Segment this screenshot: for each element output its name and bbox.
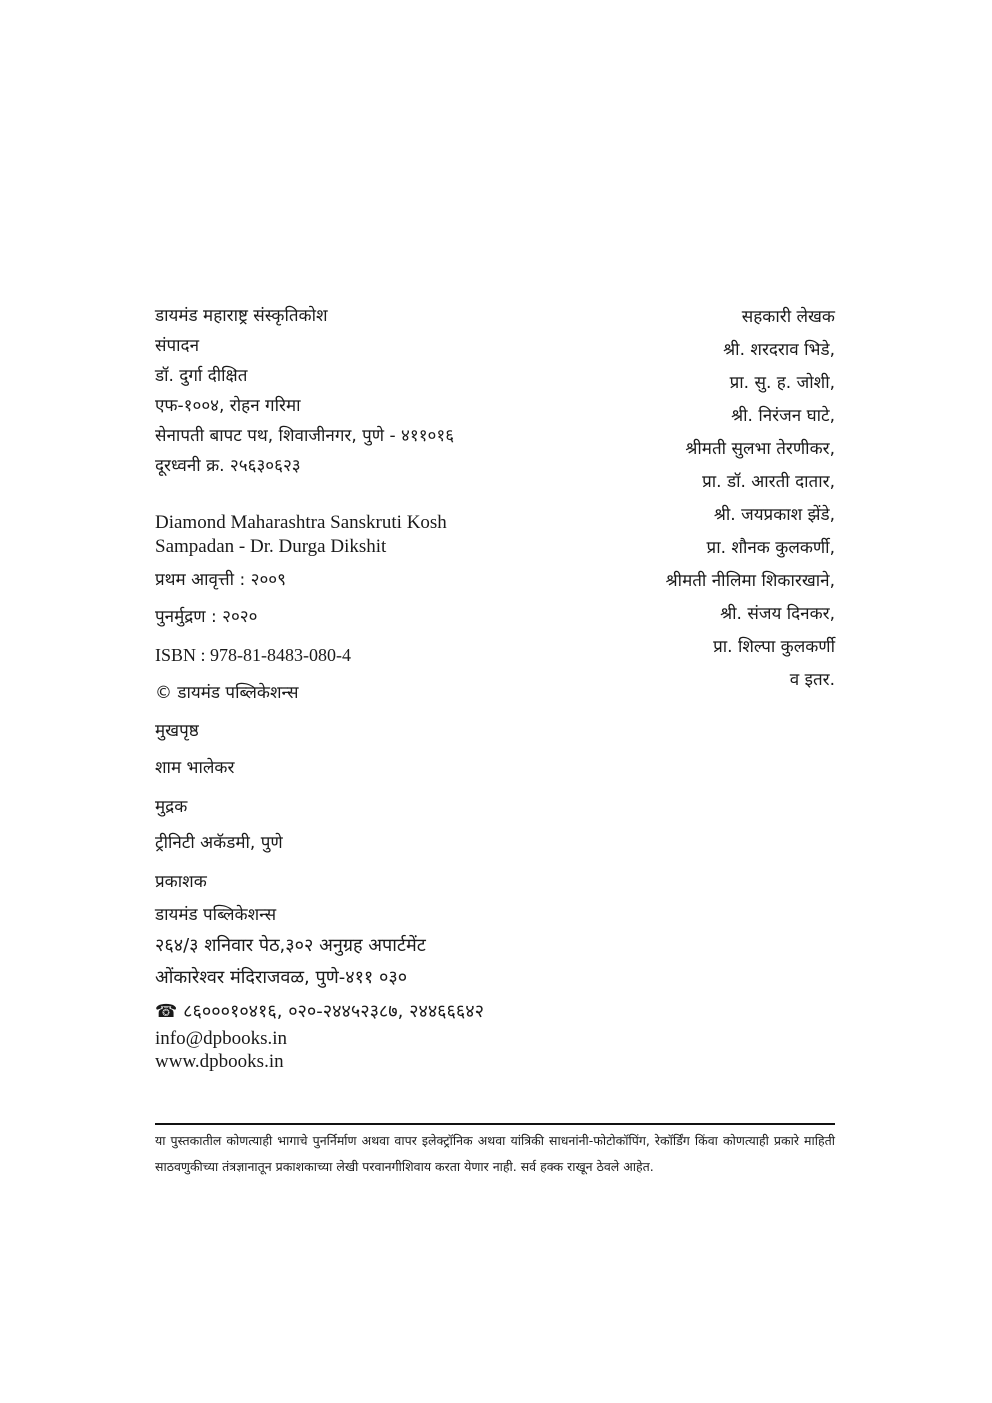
footer-divider [155, 1123, 835, 1125]
editor-address-1: एफ-१००४, रोहन गरिमा [155, 396, 301, 416]
cover-artist: शाम भालेकर [155, 758, 235, 778]
publisher-name: डायमंड पब्लिकेशन्स [155, 905, 277, 925]
contributor: प्रा. शौनक कुलकर्णी, [706, 538, 835, 558]
website-link[interactable]: www.dpbooks.in [155, 1051, 284, 1072]
contributor: श्री. संजय दिनकर, [720, 604, 835, 624]
editor-label: संपादन [155, 336, 200, 356]
english-editor: Sampadan - Dr. Durga Dikshit [155, 536, 387, 557]
contributor: श्री. शरदराव भिडे, [723, 340, 835, 360]
publisher-phone-line [155, 1002, 484, 1022]
email-link[interactable]: info@dpbooks.in [155, 1028, 288, 1049]
contributor: श्री. निरंजन घाटे, [731, 406, 835, 426]
isbn: ISBN : 978-81-8483-080-4 [155, 645, 351, 665]
contributors-heading: सहकारी लेखक [741, 307, 835, 327]
publisher-address-2: ओंकारेश्वर मंदिराजवळ, पुणे-४११ ०३० [155, 967, 408, 988]
first-edition: प्रथम आवृत्ती : २००९ [155, 570, 286, 590]
copyright-notice: या पुस्तकातील कोणत्याही भागाचे पुनर्निर्माण अथवा वापर इलेक्ट्रॉनिक अथवा यांत्रिकी साधनांनी-फोटोकॉपिंग, रेकॉर्डिंग किंवा कोणत्याही प्रकारे माहिती साठवणुकीच्या तंत्रज्ञानातून प्रकाशकाच्या लेखी परवानगीशिवाय करता येणार नाही. सर्व हक्क राखून ठेवले आहेत. [155, 1133, 835, 1174]
publisher-label: प्रकाशक [155, 872, 207, 892]
contributor: प्रा. शिल्पा कुलकर्णी [713, 637, 835, 657]
copyright: © डायमंड पब्लिकेशन्स [155, 683, 299, 703]
reprint: पुनर्मुद्रण : २०२० [155, 607, 258, 627]
contributor: प्रा. डॉ. आरती दातार, [702, 472, 835, 492]
publisher-address-1: २६४/३ शनिवार पेठ,३०२ अनुग्रह अपार्टमेंट [155, 935, 426, 956]
printer-label: मुद्रक [155, 797, 188, 817]
contributor: श्रीमती सुलभा तेरणीकर, [685, 439, 835, 459]
contributor: व इतर. [789, 670, 835, 690]
editor-address-2: सेनापती बापट पथ, शिवाजीनगर, पुणे - ४११०१६ [155, 426, 455, 446]
printer-name: ट्रीनिटी अकॅडमी, पुणे [155, 833, 283, 853]
contributor: प्रा. सु. ह. जोशी, [729, 373, 835, 393]
cover-label: मुखपृष्ठ [155, 721, 199, 741]
contributor: श्रीमती नीलिमा शिकारखाने, [665, 571, 835, 591]
english-title: Diamond Maharashtra Sanskruti Kosh [155, 512, 447, 533]
editor-phone: दूरध्वनी क्र. २५६३०६२३ [155, 456, 301, 476]
book-title: डायमंड महाराष्ट्र संस्कृतिकोश [155, 306, 328, 326]
contributor: श्री. जयप्रकाश झेंडे, [713, 505, 835, 525]
editor-name: डॉ. दुर्गा दीक्षित [155, 366, 248, 386]
phone-icon: ☎ [155, 1001, 178, 1022]
publisher-phone: ८६०००१०४१६, ०२०-२४४५२३८७, २४४६६६४२ [183, 1001, 484, 1022]
